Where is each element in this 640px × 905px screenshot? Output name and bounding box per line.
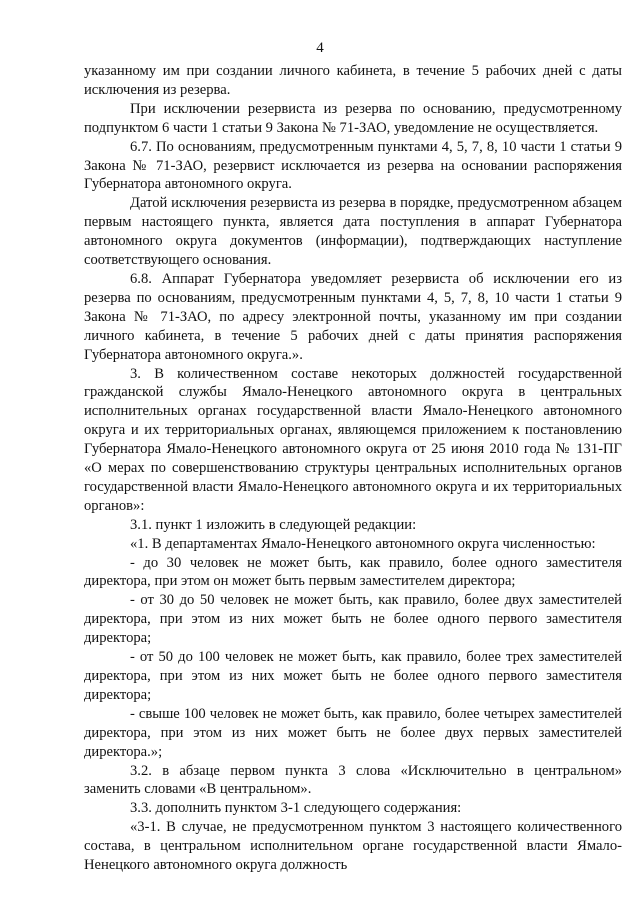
paragraph-3: 3. В количественном составе некоторых должностей государственной гражданской службы Ямало-Ненецкого автономного округа в центральных исполнительных органах государственной власти Ямало-Ненецкого автономного округа и их территориальных органах, являющемся приложением к постановлению Губернатора Ямало-Ненецкого автономного округа от 25 июня 2010 года № 131-ПГ «О мерах по совершенствованию структуры центральных исполнительных органов государственной власти Ямало-Ненецкого автономного округа и их территориальных органов»:: [84, 365, 622, 514]
paragraph-6-8: 6.8. Аппарат Губернатора уведомляет резервиста об исключении его из резерва по основаниям, предусмотренным пунктами 4, 5, 7, 8, 10 части 1 статьи 9 Закона № 71-ЗАО, по адресу электронной почты, указанному им при создании личного кабинета, в течение 5 рабочих дней с даты принятия распоряжения Губернатора автономного округа.».: [84, 270, 622, 363]
paragraph-6-7: 6.7. По основаниям, предусмотренным пунктами 4, 5, 7, 8, 10 части 1 статьи 9 Закона № 71-ЗАО, резервист исключается из резерва на основании распоряжения Губернатора автономного округа.: [84, 138, 622, 193]
paragraph-3-1: 3.1. пункт 1 изложить в следующей редакции:: [130, 516, 417, 533]
page-number: 4: [316, 40, 324, 56]
paragraph: При исключении резервиста из резерва по основанию, предусмотренному подпунктом 6 части 1 статьи 9 Закона № 71-ЗАО, уведомление не осуществляется.: [84, 100, 622, 136]
paragraph: Датой исключения резервиста из резерва в порядке, предусмотренном абзацем первым настоящего пункта, является дата поступления в аппарат Губернатора автономного округа документов (информации), подтверждающих наступление соответствующего основания.: [84, 195, 622, 269]
paragraph-quote-1: «1. В департаментах Ямало-Ненецкого автономного округа численностью:: [130, 535, 596, 552]
paragraph-3-2: 3.2. в абзаце первом пункта 3 слова «Исключительно в центральном» заменить словами «В центральном».: [84, 762, 622, 798]
paragraph-continuation: указанному им при создании личного кабинета, в течение 5 рабочих дней с даты исключения из резерва.: [84, 63, 622, 98]
list-item: - от 30 до 50 человек не может быть, как правило, более двух заместителей директора, при этом из них может быть не более одного первого заместителя директора;: [84, 592, 622, 647]
paragraph-3-3: 3.3. дополнить пунктом 3-1 следующего содержания:: [130, 800, 462, 817]
list-item: - от 50 до 100 человек не может быть, как правило, более трех заместителей директора, при этом из них может быть не более одного первого заместителя директора;: [84, 649, 622, 703]
document-body: [84, 62, 622, 875]
paragraph-quote-3-1: «3-1. В случае, не предусмотренном пунктом 3 настоящего количественного состава, в центральном исполнительном органе государственной власти Ямало-Ненецкого автономного округа должность: [84, 819, 622, 874]
list-item: - свыше 100 человек не может быть, как правило, более четырех заместителей директора, при этом из них может быть не более двух первых заместителей директора.»;: [84, 705, 622, 760]
list-item: - до 30 человек не может быть, как правило, более одного заместителя директора, при этом он может быть первым заместителем директора;: [84, 554, 622, 590]
